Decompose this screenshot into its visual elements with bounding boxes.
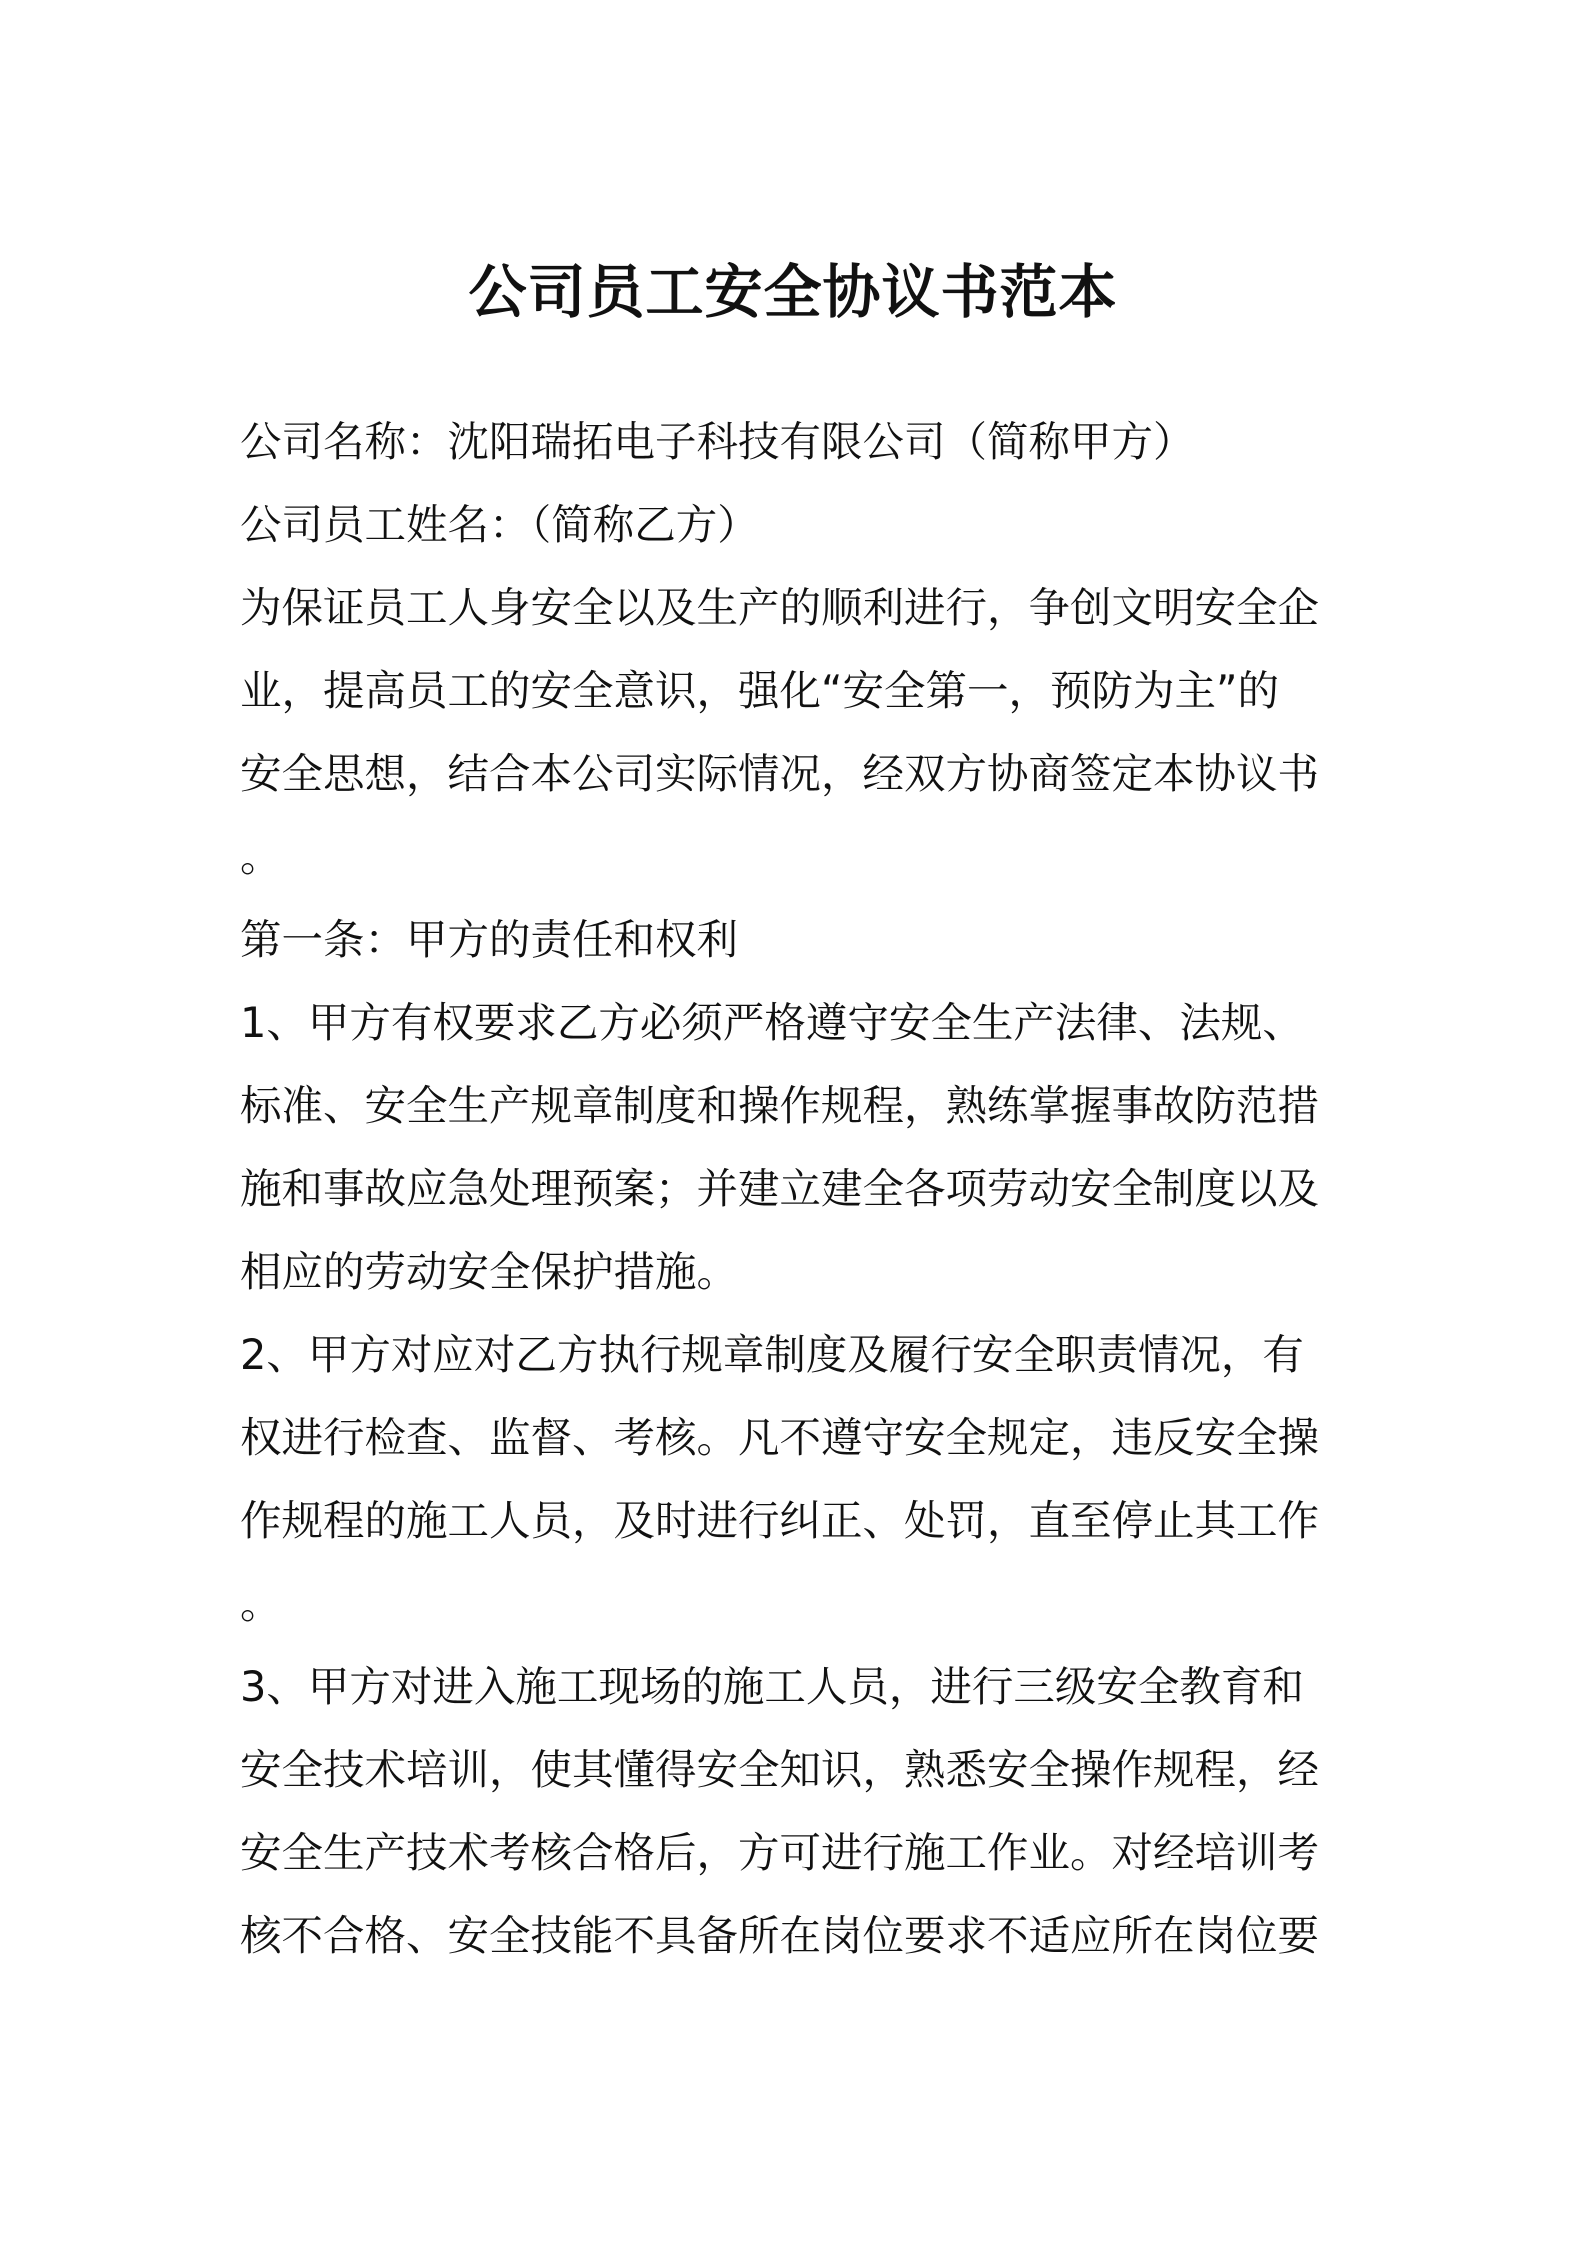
clause-line: 安全生产技术考核合格后，方可进行施工作业。对经培训考 — [240, 1828, 1320, 1877]
clause-line: 标准、安全生产规章制度和操作规程，熟练掌握事故防范措 — [240, 1081, 1320, 1130]
clause-line: 相应的劳动安全保护措施。 — [240, 1247, 739, 1296]
company-name-line: 公司名称：沈阳瑞拓电子科技有限公司（简称甲方） — [240, 417, 1195, 466]
paragraph-line: 安全思想，结合本公司实际情况，经双方协商签定本协议书 — [240, 749, 1320, 798]
clause-line: 安全技术培训，使其懂得安全知识，熟悉安全操作规程，经 — [240, 1745, 1320, 1794]
paragraph-line: 。 — [240, 832, 282, 881]
clause-line: 2、甲方对应对乙方执行规章制度及履行安全职责情况，有 — [240, 1330, 1304, 1379]
section-heading: 第一条：甲方的责任和权利 — [240, 915, 739, 964]
paragraph-line: 为保证员工人身安全以及生产的顺利进行，争创文明安全企 — [240, 583, 1320, 632]
clause-line: 权进行检查、监督、考核。凡不遵守安全规定，违反安全操 — [240, 1413, 1320, 1462]
document-body — [240, 400, 1360, 1977]
clause-line: 作规程的施工人员，及时进行纠正、处罚，直至停止其工作 — [240, 1496, 1320, 1545]
employee-name-line: 公司员工姓名：（简称乙方） — [240, 500, 759, 549]
clause-line: 1、甲方有权要求乙方必须严格遵守安全生产法律、法规、 — [240, 998, 1304, 1047]
paragraph-line: 业，提高员工的安全意识，强化“安全第一，预防为主”的 — [240, 666, 1280, 715]
clause-line: 3、甲方对进入施工现场的施工人员，进行三级安全教育和 — [240, 1662, 1304, 1711]
clause-line: 核不合格、安全技能不具备所在岗位要求不适应所在岗位要 — [240, 1911, 1320, 1960]
clause-line: 施和事故应急处理预案；并建立建全各项劳动安全制度以及 — [240, 1164, 1320, 1213]
clause-line: 。 — [240, 1579, 282, 1628]
document-title: 公司员工安全协议书范本 — [468, 258, 1118, 326]
